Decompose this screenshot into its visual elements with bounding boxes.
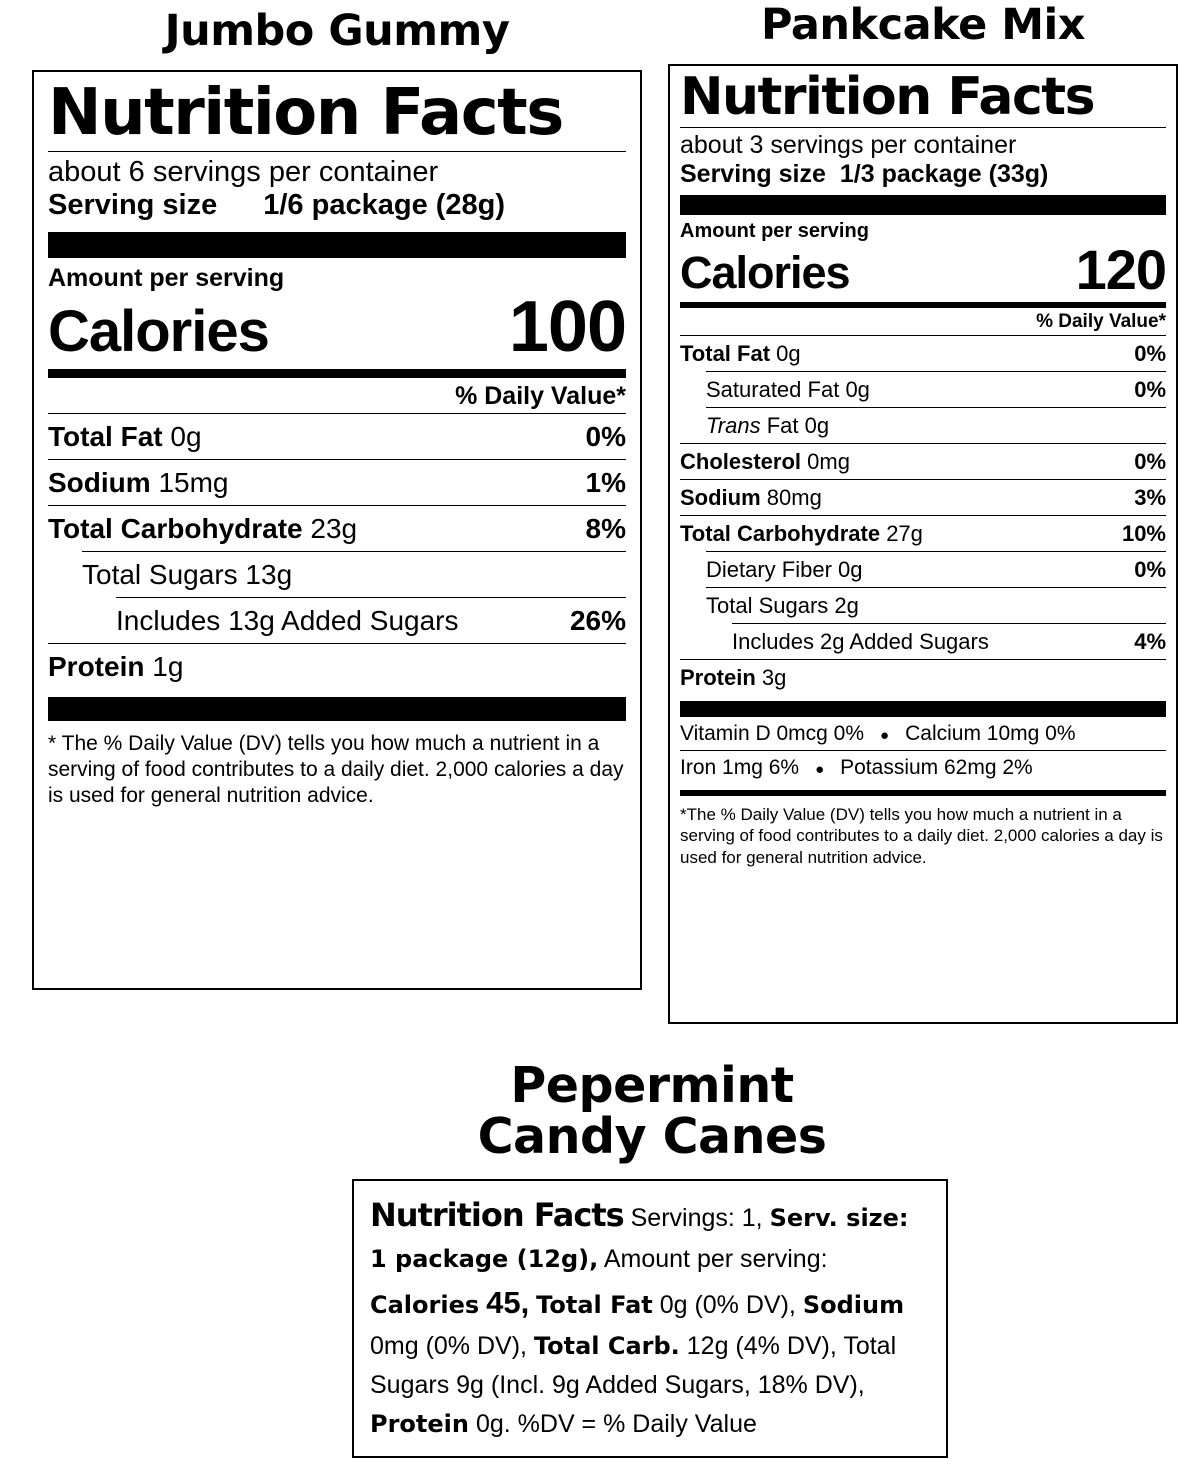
- calories-label: Calories: [680, 247, 850, 299]
- product-title-line-1: Pepermint: [510, 1057, 794, 1114]
- protein-label: Protein: [370, 1409, 469, 1438]
- sodium-value: 0mg (0% DV),: [370, 1332, 527, 1361]
- nutrient-amount: 27g: [886, 521, 923, 547]
- bullet-icon: ●: [815, 761, 825, 779]
- nutrient-name: Total Fat: [48, 421, 163, 453]
- nutrient-row: [48, 414, 626, 459]
- nutrient-amount: 23g: [310, 513, 358, 545]
- sodium-label: Sodium: [802, 1291, 905, 1320]
- daily-value-header: % Daily Value*: [455, 382, 626, 411]
- nutrient-row: [680, 624, 1166, 659]
- vitamin-row: [680, 751, 1166, 784]
- nutrient-name: Saturated Fat: [706, 377, 840, 403]
- nutrition-facts-panel-linear: [352, 1179, 948, 1458]
- nutrient-row: [48, 644, 626, 689]
- nutrient-name: Dietary Fiber: [706, 557, 832, 583]
- label-card-pankcake-mix: [668, 0, 1178, 1024]
- calories-value: 100: [508, 287, 626, 368]
- total-carb-value: 12g (4% DV),: [686, 1332, 837, 1361]
- nutrient-name: Sodium: [680, 485, 761, 511]
- nutrient-amount: 0g: [838, 557, 863, 583]
- nutrient-amount: 3g: [761, 665, 787, 691]
- total-fat-label: Total Fat: [536, 1291, 653, 1320]
- nutrient-row: [680, 480, 1166, 515]
- nutrient-dv: 8%: [585, 513, 626, 545]
- nutrient-name: Includes 2g Added Sugars: [732, 629, 989, 655]
- serving-size-value: 1 package (12g),: [370, 1245, 599, 1274]
- nutrient-amount: 15mg: [158, 467, 229, 499]
- total-carb-label: Total Carb.: [533, 1332, 680, 1361]
- nutrient-dv: 0%: [1134, 341, 1166, 367]
- nutrient-amount: 0mg: [807, 449, 850, 475]
- calories-label: Calories: [370, 1291, 480, 1320]
- trans-italic: Trans: [706, 413, 761, 439]
- nutrient-name: Total Carbohydrate: [48, 513, 303, 545]
- dv-note: %DV = % Daily Value: [517, 1409, 757, 1438]
- calories-label: Calories: [48, 299, 269, 365]
- potassium: Potassium 62mg 2%: [840, 756, 1033, 780]
- vitamin-d: Vitamin D 0mcg 0%: [680, 722, 865, 746]
- nutrient-amount: 0g: [845, 377, 870, 403]
- nutrient-row: [680, 516, 1166, 551]
- thick-divider: [680, 195, 1166, 215]
- calories-row: [48, 287, 626, 368]
- nutrient-row: [680, 552, 1166, 587]
- calories-row: [680, 237, 1166, 301]
- calories-value: 120: [1075, 237, 1166, 301]
- product-title: Pankcake Mix: [761, 0, 1085, 50]
- amount-per-serving-label: Amount per serving:: [603, 1245, 828, 1274]
- nutrition-facts-panel: [32, 70, 642, 990]
- thick-divider: [48, 232, 626, 258]
- nutrient-row: [680, 588, 1166, 623]
- serving-size-row: [680, 160, 1166, 189]
- nutrient-name: Total Carbohydrate: [680, 521, 881, 547]
- nutrient-row: [48, 506, 626, 551]
- nutrient-dv: 0%: [585, 421, 626, 453]
- amount-per-serving-label: Amount per serving: [680, 219, 869, 242]
- total-fat-value: 0g (0% DV),: [659, 1291, 796, 1320]
- nutrient-amount: 13g: [245, 559, 293, 591]
- nutrient-name: Total Sugars: [82, 559, 238, 591]
- nutrient-name: Total Fat: [680, 341, 771, 367]
- nutrient-amount: 1g: [152, 651, 184, 683]
- nutrient-dv: 4%: [1134, 629, 1166, 655]
- nutrient-dv: 0%: [1134, 557, 1166, 583]
- serving-size-value: 1/6 package (28g): [263, 189, 506, 222]
- nutrient-row: [680, 660, 1166, 695]
- thick-divider: [680, 701, 1166, 717]
- product-title: Jumbo Gummy: [164, 6, 510, 56]
- iron: Iron 1mg 6%: [680, 756, 800, 780]
- nutrient-amount: 0g: [776, 341, 801, 367]
- thick-divider: [48, 697, 626, 721]
- serving-size-label: Serving size: [680, 159, 826, 188]
- calories-value: 45,: [486, 1285, 530, 1321]
- nutrient-name: Protein: [680, 665, 756, 691]
- servings: Servings: 1,: [630, 1203, 763, 1232]
- protein-value: 0g.: [475, 1409, 511, 1438]
- servings-per-container: about 3 servings per container: [680, 130, 1017, 159]
- footnote: *The % Daily Value (DV) tells you how much a nutrient in a serving of food contributes to a daily diet. 2,000 calories a day is used for general nutrition advice.: [680, 805, 1163, 867]
- nutrient-row: [48, 460, 626, 505]
- nutrient-dv: 0%: [1134, 449, 1166, 475]
- product-title: [352, 1057, 952, 1166]
- divider: [48, 151, 626, 152]
- nutrient-row: [48, 552, 626, 597]
- nutrient-dv: 0%: [1134, 377, 1166, 403]
- serving-size-label: Serv. size:: [769, 1203, 909, 1232]
- nutrient-row: [48, 598, 626, 643]
- nutrient-amount: 2g: [834, 593, 859, 619]
- nutrient-name: Includes 13g Added Sugars: [116, 605, 459, 637]
- nutrient-amount: 0g: [170, 421, 202, 453]
- nutrient-dv: 1%: [585, 467, 626, 499]
- calcium: Calcium 10mg 0%: [905, 722, 1076, 746]
- serving-size-label: Serving size: [48, 189, 218, 222]
- amount-per-serving-label: Amount per serving: [48, 264, 285, 293]
- linear-nutrition-text: [370, 1191, 932, 1444]
- nutrition-facts-panel: [668, 64, 1178, 1024]
- nutrient-amount: 80mg: [766, 485, 822, 511]
- label-card-jumbo-gummy: [32, 6, 642, 990]
- nutrient-name: Cholesterol: [680, 449, 802, 475]
- nutrient-row: [680, 444, 1166, 479]
- nutrition-facts-heading: Nutrition Facts: [48, 76, 563, 150]
- nutrient-dv: 3%: [1134, 485, 1166, 511]
- divider: [48, 369, 626, 378]
- nutrient-dv: 26%: [569, 605, 626, 637]
- nutrient-name: Protein: [48, 651, 145, 683]
- serving-size-row: [48, 189, 626, 222]
- total-sugars: Total Sugars 9g (Incl. 9g Added Sugars, 18% DV),: [370, 1332, 897, 1400]
- servings-per-container: about 6 servings per container: [48, 155, 439, 188]
- nutrient-name: Total Sugars: [706, 593, 829, 619]
- divider: [680, 790, 1166, 796]
- nutrient-name: Sodium: [48, 467, 151, 499]
- serving-size-value: 1/3 package (33g): [839, 159, 1049, 188]
- nutrient-row-trans-fat: [680, 408, 1166, 443]
- nutrition-facts-heading: Nutrition Facts: [370, 1195, 624, 1234]
- label-card-pepermint-candy-canes: [352, 1057, 952, 1458]
- bullet-icon: ●: [880, 727, 890, 745]
- nutrient-dv: 10%: [1121, 521, 1166, 547]
- nutrient-row: [680, 372, 1166, 407]
- nutrition-facts-heading: Nutrition Facts: [680, 67, 1095, 127]
- nutrient-amount: Fat 0g: [766, 413, 830, 439]
- divider: [680, 127, 1166, 128]
- product-title-line-2: Candy Canes: [477, 1108, 827, 1166]
- nutrient-row: [680, 336, 1166, 371]
- daily-value-header: % Daily Value*: [1036, 311, 1166, 333]
- footnote: * The % Daily Value (DV) tells you how much a nutrient in a serving of food contributes to a daily diet. 2,000 calories a day is used for general nutrition advice.: [48, 732, 624, 807]
- vitamin-row: [680, 717, 1166, 750]
